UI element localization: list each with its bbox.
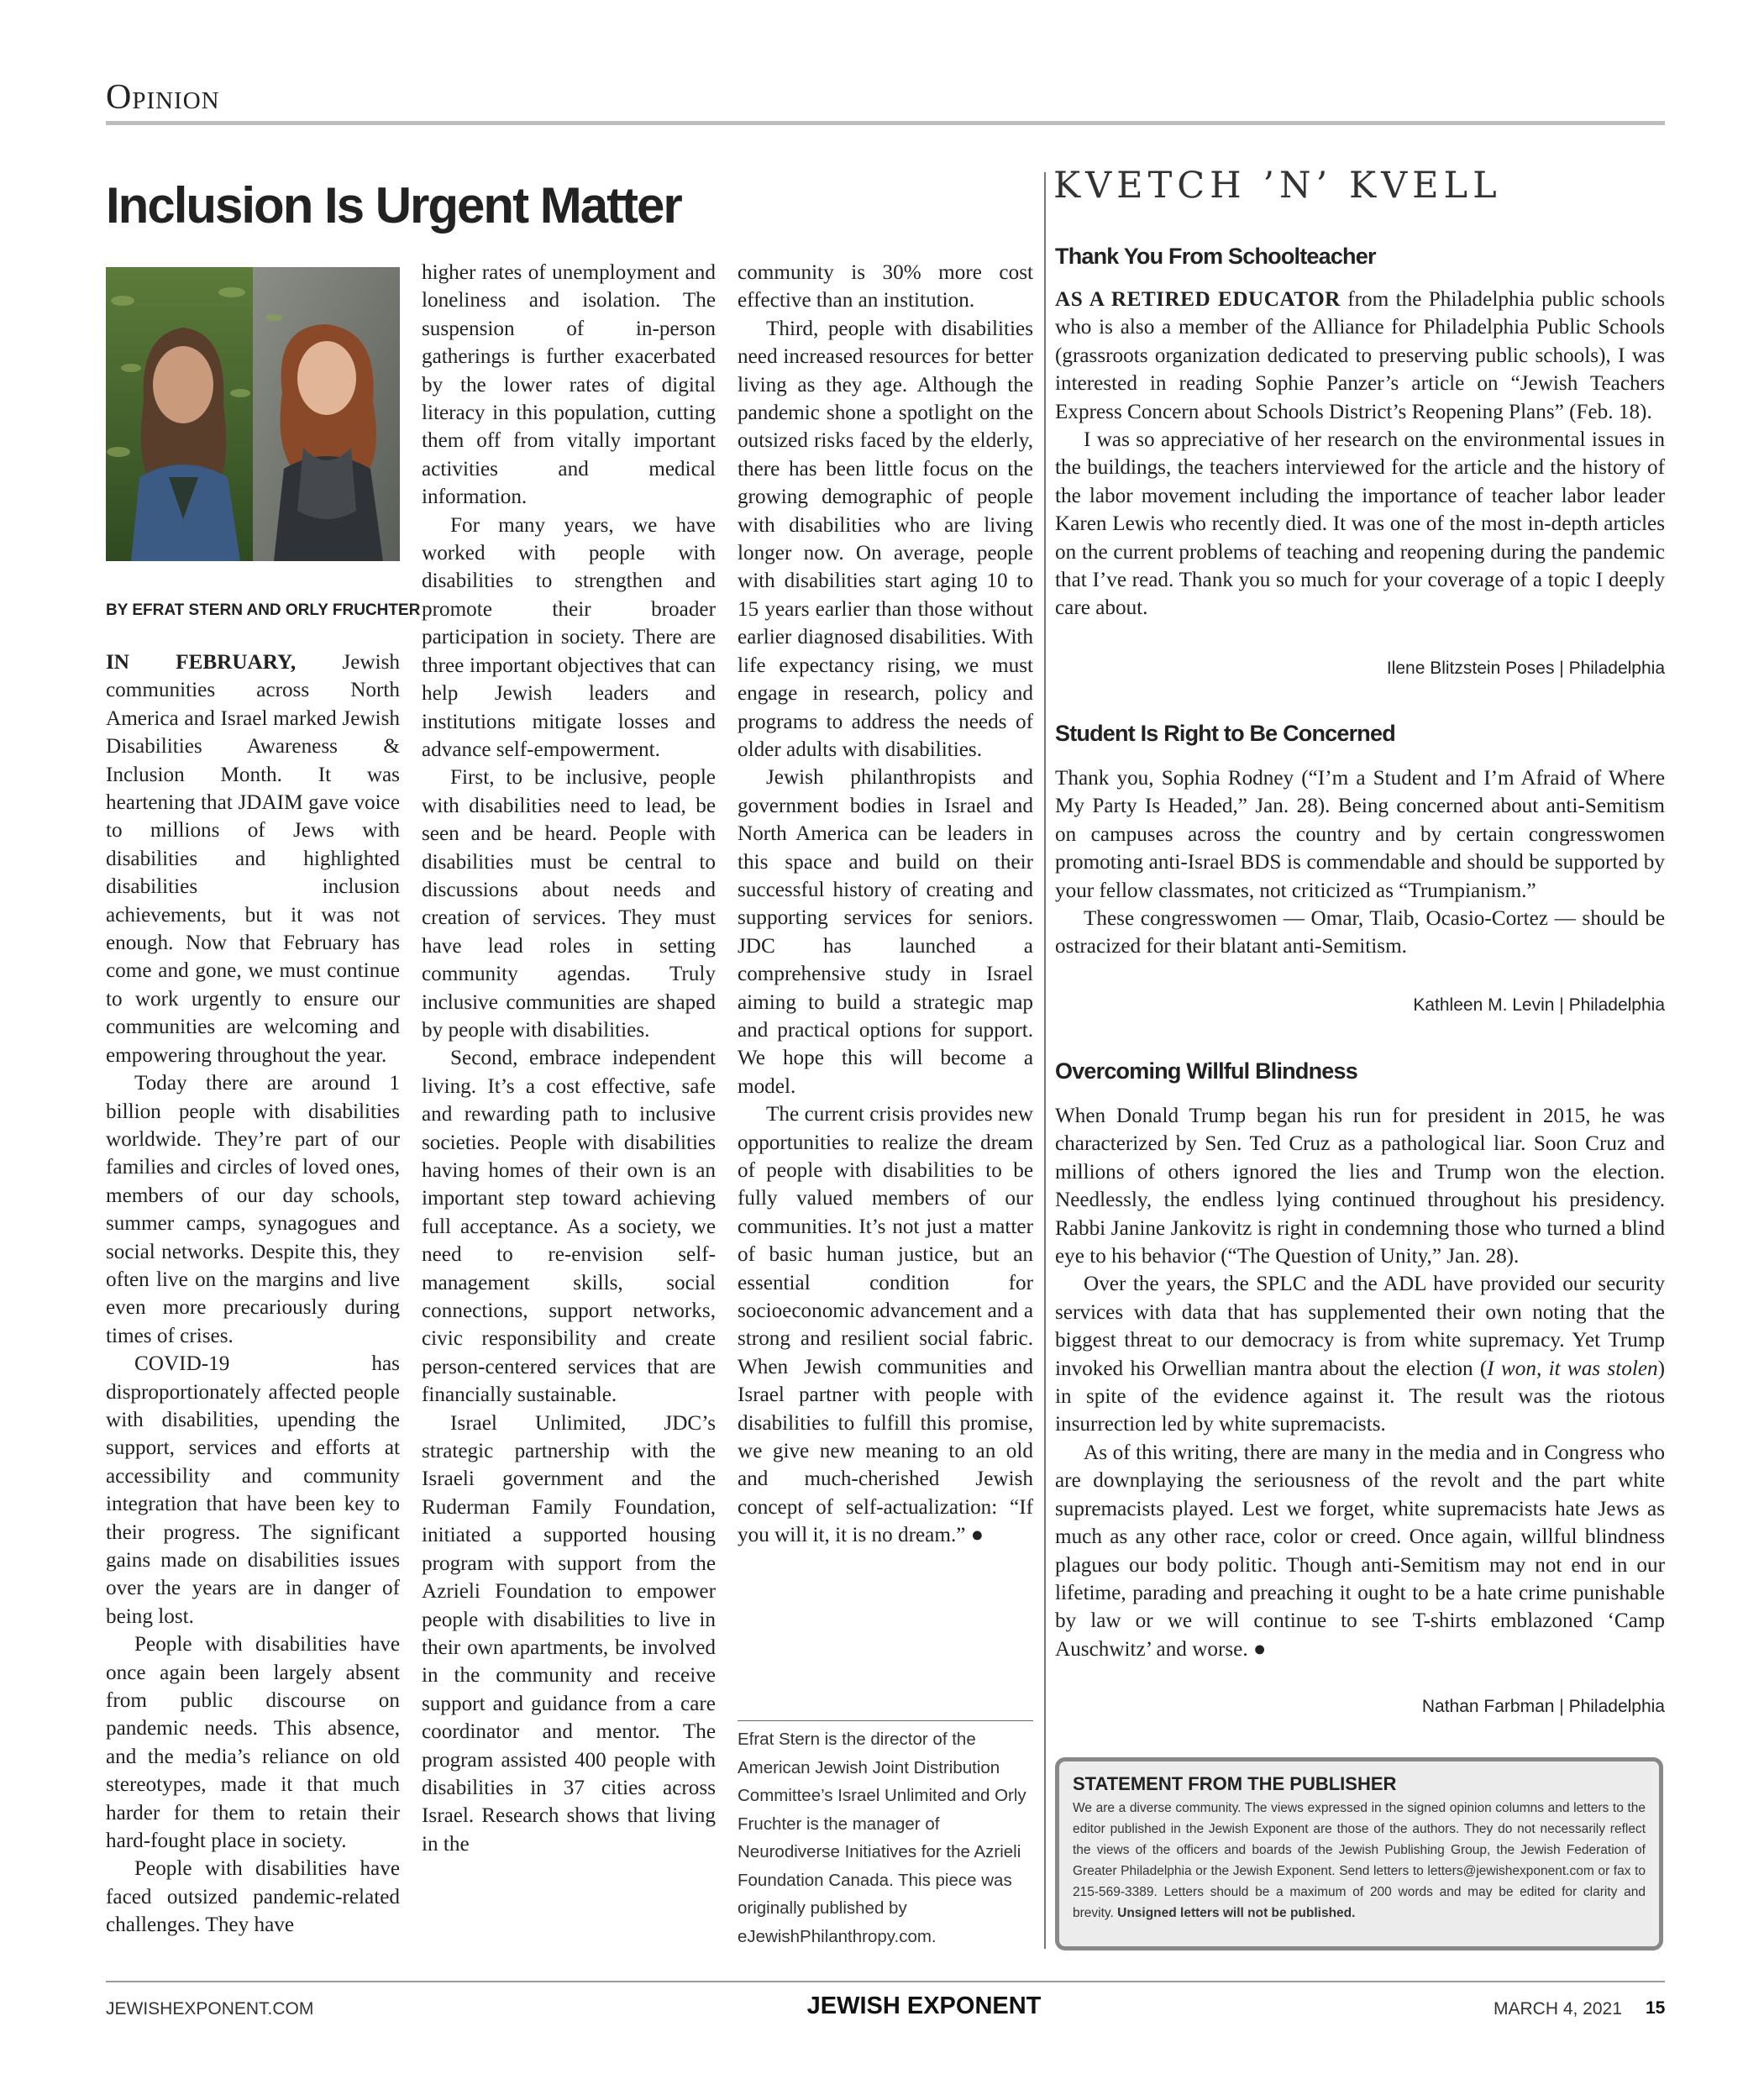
footer-rule xyxy=(106,1981,1665,1982)
letter-body xyxy=(1055,286,1665,622)
bio-divider xyxy=(738,1720,1033,1721)
paragraph: The current crisis provides new opportunities to realize the dream of people with disabilities to be fully valued members of our communities. It’s not just a matter of basic human justice, but an essential condition for socioeconomic advancement and a strong and resilient social fabric. When Jewish communities and Israel partner with people with disabilities to fulfill this promise, we give new meaning to an old and much-cherished Jewish concept of self-actualization: “If you will it, it is no dream.” ● xyxy=(738,1103,1033,1547)
paragraph: Today there are around 1 billion people with disabilities worldwide. They’re part of our families and circles of loved ones, members of our day schools, summer camps, synagogues and social networks. Despite this, they often live on the margins and live even more precariously during times of crises. xyxy=(106,1072,400,1347)
letter-title: Student Is Right to Be Concerned xyxy=(1055,721,1395,746)
lead-in: AS A RETIRED EDUCATOR xyxy=(1055,288,1341,311)
author-bio: Efrat Stern is the director of the American Jewish Joint Distribution Committee’s Israel Unlimited and Orly Fruchter is the manager of Neurodiverse Initiatives for the Azrieli Foundation Canada. This piece was originally published by eJewishPhilanthropy.com. xyxy=(738,1730,1026,1946)
letter-title: Thank You From Schoolteacher xyxy=(1055,244,1376,269)
footer-date: MARCH 4, 2021 xyxy=(1494,1999,1622,2019)
paragraph: Third, people with disabilities need increased resources for better living as they age. Although the pandemic shone a spotlight on the outsized risks faced by the elderly, there has been little focus on the growing demographic of people with disabilities who are living longer now. On average, people with disabilities start aging 10 to 15 years earlier than those without earlier diagnosed disabilities. With life expectancy rising, we must engage in research, policy and programs to address the needs of older adults with disabilities. xyxy=(738,317,1033,761)
fax-number: 215-569-3389 xyxy=(1073,1885,1154,1899)
column-divider xyxy=(1044,172,1046,1949)
paragraph: When Donald Trump began his run for president in 2015, he was characterized by Sen. Ted Cruz as a pathological liar. Soon Cruz and millions of others ignored the lies and Trump won the election. Needlessly, the endless lying continued throughout his presidency. Rabbi Janine Jankovitz is right in condemning those who turned a blind eye to his behavior (“The Question of Unity,” Jan. 28). xyxy=(1055,1105,1665,1268)
letter-signature: Ilene Blitzstein Poses | Philadelphia xyxy=(1386,659,1665,678)
publisher-statement-box xyxy=(1055,1757,1663,1950)
footer-website[interactable]: JEWISHEXPONENT.COM xyxy=(106,1999,314,2019)
letters-email-link[interactable]: letters@jewishexponent.com xyxy=(1427,1864,1594,1878)
article-column-2 xyxy=(422,259,716,1858)
paragraph: Israel Unlimited, JDC’s strategic partnership with the Israeli government and the Ruderman Family Foundation, initiated a supported housing program with support from the Azrieli Foundation to empower people with disabilities to live in their own apartments, be involved in the community and receive support and guidance from a care coordinator and mentor. The program assisted 400 people with disabilities in 37 cities across Israel. Research shows that living in the xyxy=(422,1411,716,1856)
article-column-1 xyxy=(106,648,400,1940)
top-rule xyxy=(106,121,1665,125)
paragraph: AS A RETIRED EDUCATOR from the Philadelphia public schools who is also a member of the Alliance for Philadelphia Public Schools (grassroots organization dedicated to preserving public schools), I was interested in reading Sophie Panzer’s article on “Jewish Teachers Express Concern about Schools District’s Reopening Plans” (Feb. 18). xyxy=(1055,288,1665,423)
lead-in: IN FEBRUARY, xyxy=(106,651,297,674)
publisher-statement-title: STATEMENT FROM THE PUBLISHER xyxy=(1073,1773,1397,1794)
letter-signature: Nathan Farbman | Philadelphia xyxy=(1421,1697,1665,1716)
paragraph: higher rates of unemployment and loneliness and isolation. The suspension of in-person gatherings is further exacerbated by the lower rates of digital literacy in this population, cutting them off from vitally important activities and medical information. xyxy=(422,261,716,509)
paragraph: These congresswomen — Omar, Tlaib, Ocasio-Cortez — should be ostracized for their blatant anti-Semitism. xyxy=(1055,907,1665,958)
author-photo-image xyxy=(106,267,400,561)
article-column-3 xyxy=(738,259,1033,1550)
author-photo xyxy=(106,267,400,561)
paragraph: community is 30% more cost effective than an institution. xyxy=(738,261,1033,312)
letter-signature: Kathleen M. Levin | Philadelphia xyxy=(1413,995,1665,1015)
paragraph: People with disabilities have faced outsized pandemic-related challenges. They have xyxy=(106,1857,400,1937)
paragraph: IN FEBRUARY, Jewish communities across North America and Israel marked Jewish Disabilities Awareness & Inclusion Month. It was heartening that JDAIM gave voice to millions of Jews with disabilities and highlighted disabilities inclusion achievements, but it was not enough. Now that February has come and gone, we must continue to work urgently to ensure our communities are welcoming and empowering throughout the year. xyxy=(106,651,400,1067)
paragraph: First, to be inclusive, people with disabilities need to lead, be seen and be heard. People with disabilities must be central to discussions about needs and creation of services. They must have lead roles in setting community agendas. Truly inclusive communities are shaped by people with disabilities. xyxy=(422,766,716,1042)
paragraph: Jewish philanthropists and government bodies in Israel and North America can be leaders in this space and build on their successful history of creating and supporting services for seniors. JDC has launched a comprehensive study in Israel aiming to build a strategic map and practical options for support. We hope this will become a model. xyxy=(738,766,1033,1098)
paragraph: Thank you, Sophia Rodney (“I’m a Student and I’m Afraid of Where My Party Is Headed,” Jan. 28). Being concerned about anti-Semitism on campuses across the country and by certain congresswomen promoting anti-Israel BDS is commendable and should be supported by your fellow classmates, not criticized as “Trumpianism.” xyxy=(1055,767,1665,902)
letter-title: Overcoming Willful Blindness xyxy=(1055,1058,1357,1084)
paragraph: I was so appreciative of her research on the environmental issues in the buildings, the teachers interviewed for the article and the history of the labor movement including the importance of teacher labor leader Karen Lewis who recently died. It was one of the most in-depth articles on the current problems of teaching and reopening during the pandemic that I’ve read. Thank you so much for your coverage of a topic I deeply care about. xyxy=(1055,428,1665,620)
paragraph: For many years, we have worked with people with disabilities to strengthen and promote their broader participation in society. There are three important objectives that can help Jewish leaders and institutions mitigate losses and advance self-empowerment. xyxy=(422,513,716,761)
publisher-statement-text: We are a diverse community. The views expressed in the signed opinion columns and letters to the editor published in the Jewish Exponent are those of the authors. They do not necessarily reflect the views of the officers and boards of the Jewish Publishing Group, the Jewish Federation of Greater Philadelphia or the Jewish Exponent. Send letters to letters@jewishexponent.com or fax to 215-569-3389. Letters should be a maximum of 200 words and may be edited for clarity and brevity. Unsigned letters will not be published. xyxy=(1073,1801,1646,1920)
letters-column-title: KVETCH ’N’ KVELL xyxy=(1053,165,1502,207)
footer-publication: JEWISH EXPONENT xyxy=(806,1992,1042,2019)
paragraph: People with disabilities have once again been largely absent from public discourse on pandemic needs. This absence, and the media’s reliance on old stereotypes, made it that much harder for them to retain their hard-fought place in society. xyxy=(106,1633,400,1853)
letter-body xyxy=(1055,1102,1665,1663)
article-byline: BY EFRAT STERN AND ORLY FRUCHTER xyxy=(106,601,421,619)
paragraph: Over the years, the SPLC and the ADL have provided our security services with data that has supplemented their own noting that the biggest threat to our democracy is from white supremacy. Yet Trump invoked his Orwellian mantra about the election (I won, it was stolen) in spite of the evidence against it. The result was the riotous insurrection led by white supremacists. xyxy=(1055,1273,1665,1436)
paragraph: COVID-19 has disproportionately affected people with disabilities, upending the support, services and efforts at accessibility and community integration that have been key to their progress. The significant gains made on disabilities issues over the years are in danger of being lost. xyxy=(106,1352,400,1628)
letter-body xyxy=(1055,764,1665,961)
article-headline: Inclusion Is Urgent Matter xyxy=(106,177,681,234)
footer-page-number: 15 xyxy=(1646,1998,1666,2018)
paragraph: Second, embrace independent living. It’s a cost effective, safe and rewarding path to inclusive societies. People with disabilities having homes of their own is an important step toward achieving full acceptance. As a society, we need to re-envision self-management skills, social connections, support networks, civic responsibility and create person-centered services that are financially sustainable. xyxy=(422,1047,716,1407)
section-label: Opinion xyxy=(106,78,220,117)
paragraph: As of this writing, there are many in the media and in Congress who are downplaying the seriousness of the revolt and the part white supremacists played. Lest we forget, white supremacists hate Jews as much as any other race, color or creed. Once again, willful blindness plagues our body politic. Though anti-Semitism may not end in our lifetime, parading and preaching it ought to be a hate crime punishable by law or we will continue to see T-shirts emblazoned ‘Camp Auschwitz’ and worse. ● xyxy=(1055,1441,1665,1661)
